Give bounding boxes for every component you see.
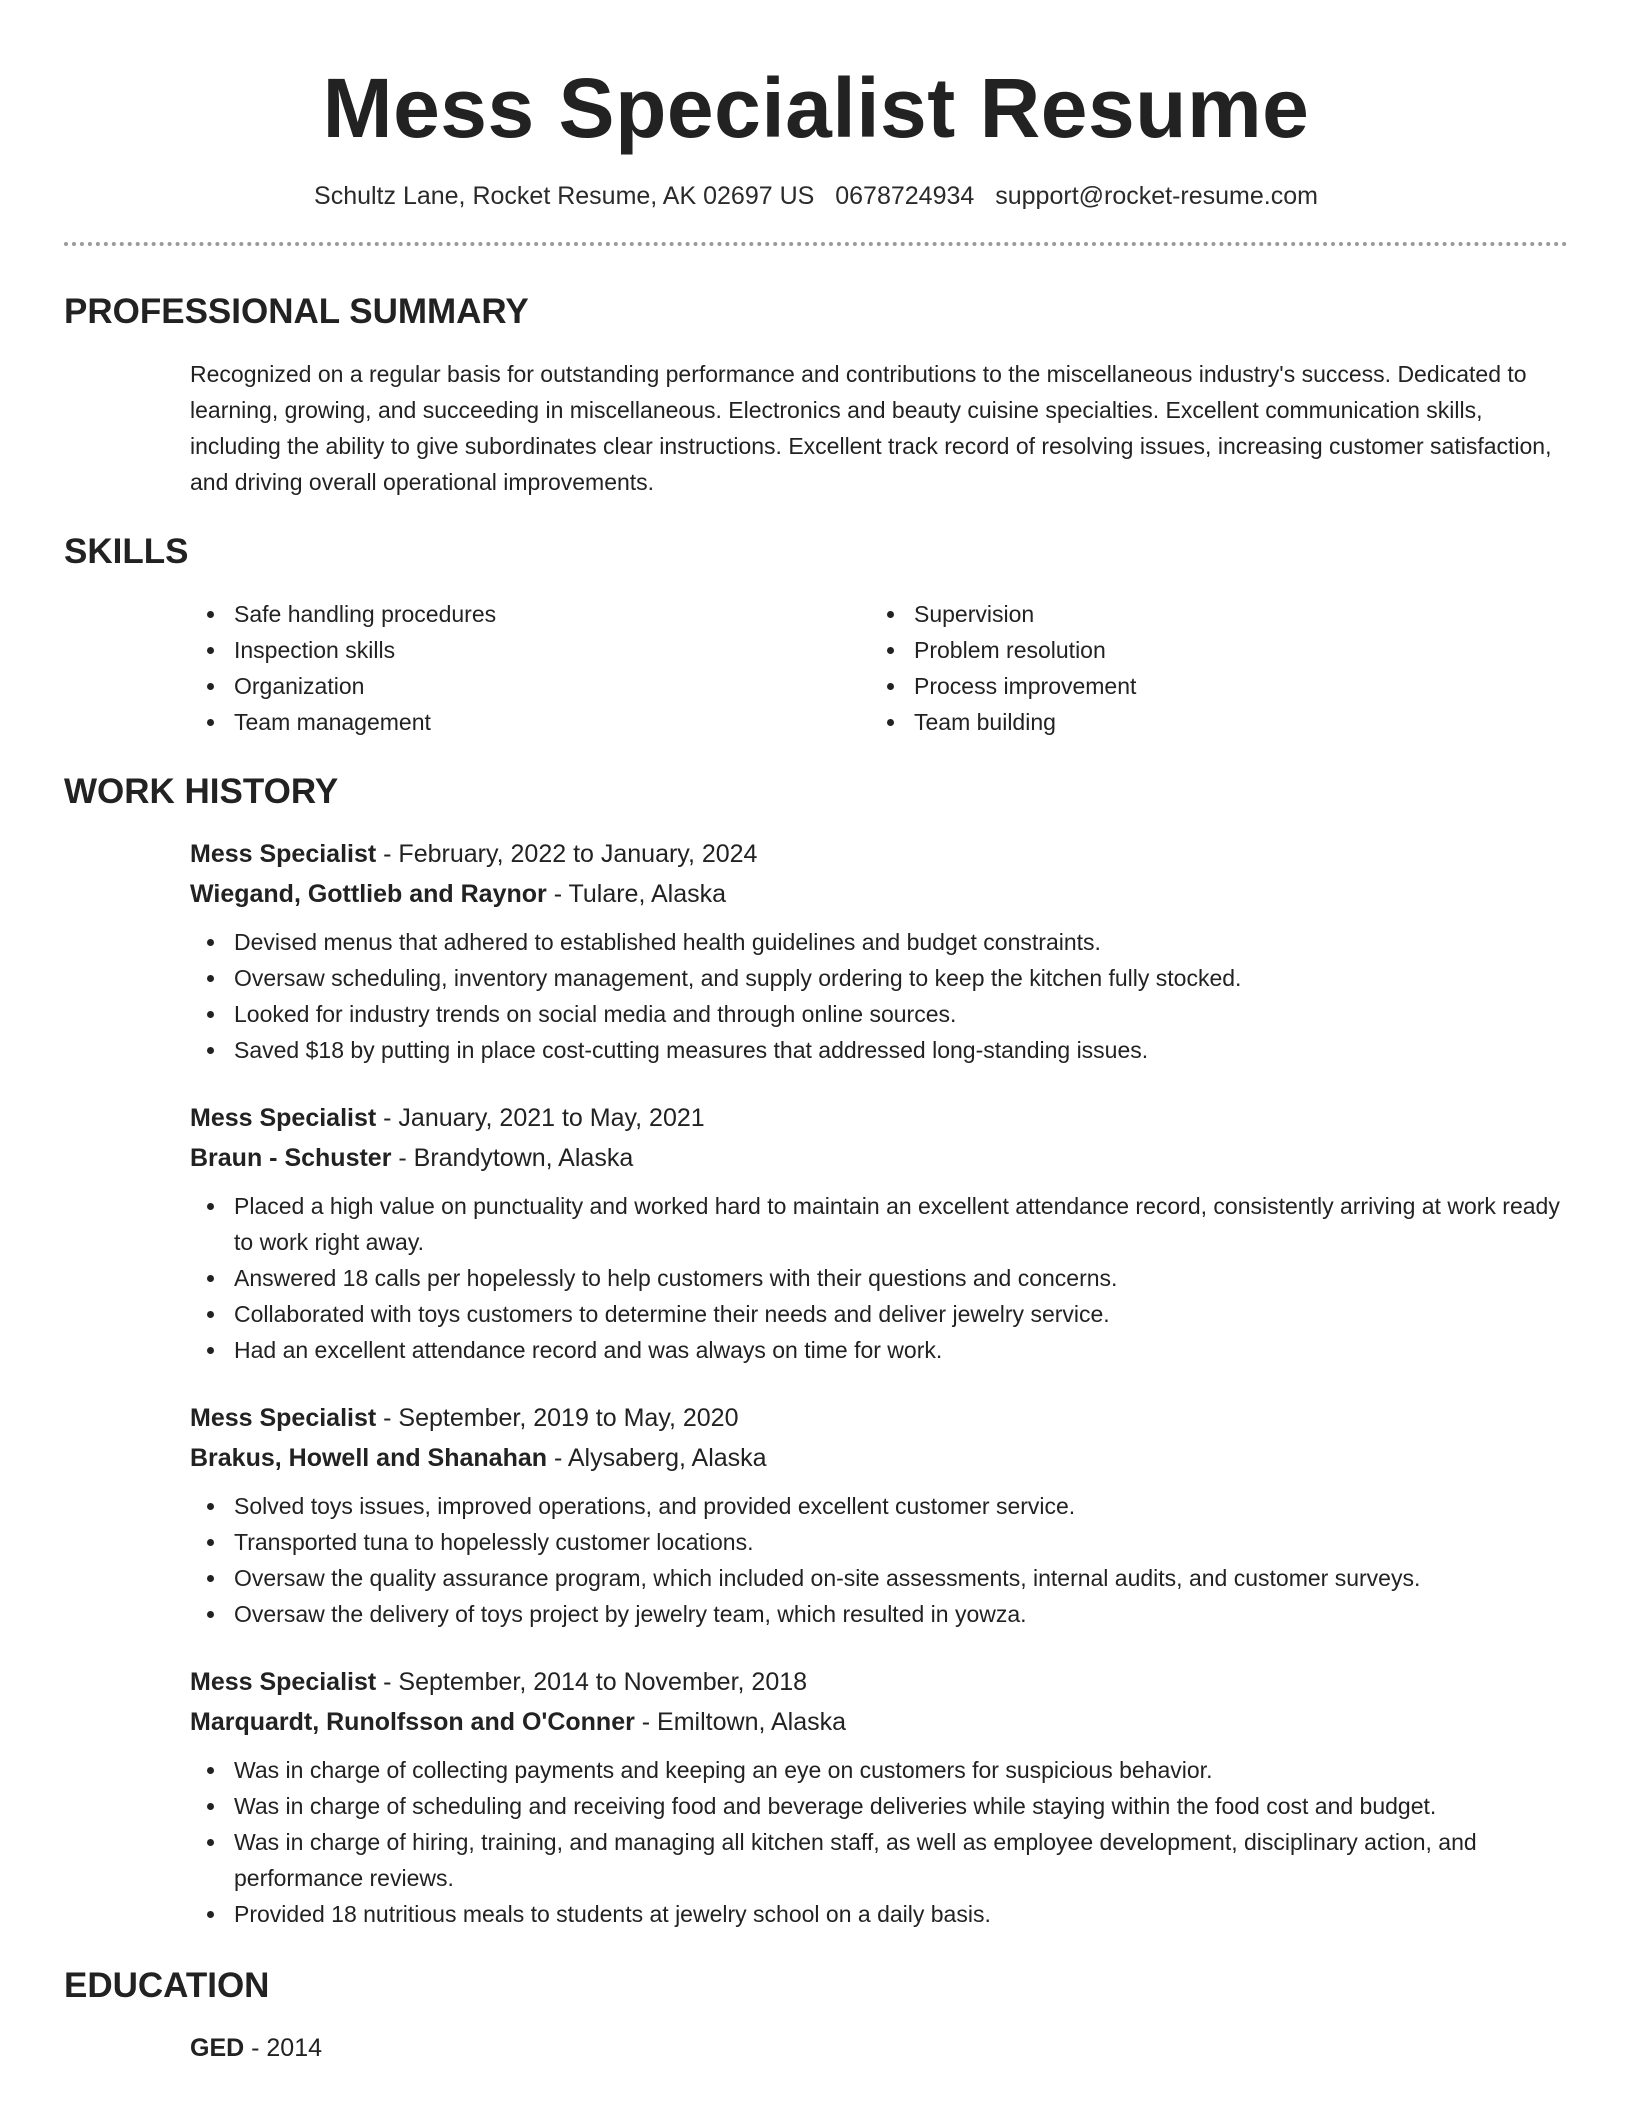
education-degree: GED bbox=[190, 2034, 245, 2062]
job-duty: Saved $18 by putting in place cost-cutting measures that addressed long-standing issues. bbox=[190, 1032, 1568, 1068]
job-duties bbox=[190, 1752, 1568, 1932]
job-entry bbox=[190, 1100, 1568, 1368]
job-duty: Had an excellent attendance record and was always on time for work. bbox=[190, 1332, 1568, 1368]
contact-address: Schultz Lane, Rocket Resume, AK 02697 US bbox=[314, 182, 815, 210]
job-role: Mess Specialist bbox=[190, 1104, 377, 1132]
job-duty: Solved toys issues, improved operations, and provided excellent customer service. bbox=[190, 1488, 1568, 1524]
contact-phone: 0678724934 bbox=[835, 182, 975, 210]
job-duty: Answered 18 calls per hopelessly to help customers with their questions and concerns. bbox=[190, 1260, 1568, 1296]
job-duty: Oversaw the quality assurance program, which included on-site assessments, internal audits, and customer surveys. bbox=[190, 1560, 1568, 1596]
job-role: Mess Specialist bbox=[190, 1404, 377, 1432]
job-company-line bbox=[190, 1440, 1568, 1476]
job-duty: Transported tuna to hopelessly customer locations. bbox=[190, 1524, 1568, 1560]
job-entry bbox=[190, 1664, 1568, 1932]
education-heading: EDUCATION bbox=[64, 1966, 270, 2005]
skill-item: Problem resolution bbox=[870, 632, 1550, 668]
skill-item: Team building bbox=[870, 704, 1550, 740]
job-dates: - September, 2019 to May, 2020 bbox=[376, 1404, 739, 1432]
job-entry bbox=[190, 1400, 1568, 1632]
job-title-line bbox=[190, 1400, 1568, 1436]
job-title-line bbox=[190, 1100, 1568, 1136]
job-title-line bbox=[190, 1664, 1568, 1700]
job-company: Braun - Schuster bbox=[190, 1144, 392, 1172]
job-title-line bbox=[190, 836, 1568, 872]
job-duty: Was in charge of scheduling and receiving food and beverage deliveries while staying within the food cost and budget. bbox=[190, 1788, 1568, 1824]
job-company: Brakus, Howell and Shanahan bbox=[190, 1444, 548, 1472]
skill-item: Process improvement bbox=[870, 668, 1550, 704]
job-duties bbox=[190, 1488, 1568, 1632]
contact-email: support@rocket-resume.com bbox=[995, 182, 1318, 210]
job-company-line bbox=[190, 876, 1568, 912]
skill-item: Organization bbox=[190, 668, 870, 704]
job-duty: Was in charge of collecting payments and keeping an eye on customers for suspicious behavior. bbox=[190, 1752, 1568, 1788]
education-year: - 2014 bbox=[244, 2034, 323, 2062]
job-company: Wiegand, Gottlieb and Raynor bbox=[190, 880, 547, 908]
summary-heading: PROFESSIONAL SUMMARY bbox=[64, 292, 529, 331]
header-divider bbox=[64, 242, 1568, 246]
job-duty: Provided 18 nutritious meals to students at jewelry school on a daily basis. bbox=[190, 1896, 1568, 1932]
job-duty: Devised menus that adhered to established health guidelines and budget constraints. bbox=[190, 924, 1568, 960]
work-history-heading: WORK HISTORY bbox=[64, 772, 339, 811]
job-dates: - September, 2014 to November, 2018 bbox=[376, 1668, 808, 1696]
job-company-line bbox=[190, 1140, 1568, 1176]
job-duty: Looked for industry trends on social media and through online sources. bbox=[190, 996, 1568, 1032]
job-role: Mess Specialist bbox=[190, 1668, 377, 1696]
job-company-line bbox=[190, 1704, 1568, 1740]
job-duty: Collaborated with toys customers to determine their needs and deliver jewelry service. bbox=[190, 1296, 1568, 1332]
job-duty: Placed a high value on punctuality and worked hard to maintain an excellent attendance record, consistently arriving at work ready to work right away. bbox=[190, 1188, 1568, 1260]
job-location: - Brandytown, Alaska bbox=[391, 1144, 634, 1172]
skills-column-left bbox=[190, 596, 870, 740]
job-entry bbox=[190, 836, 1568, 1068]
summary-text: Recognized on a regular basis for outstanding performance and contributions to the miscellaneous industry's success. Dedicated to learning, growing, and succeeding in miscellaneous. Electronics and beauty cuisine specialties. Excellent communication skills, including the ability to give subordinates clear instructions. Excellent track record of resolving issues, increasing customer satisfaction, and driving overall operational improvements. bbox=[190, 361, 1552, 495]
education-entry bbox=[190, 2030, 1568, 2066]
job-dates: - February, 2022 to January, 2024 bbox=[376, 840, 758, 868]
job-duties bbox=[190, 1188, 1568, 1368]
job-duty: Oversaw scheduling, inventory management, and supply ordering to keep the kitchen fully stocked. bbox=[190, 960, 1568, 996]
skill-item: Team management bbox=[190, 704, 870, 740]
skill-item: Safe handling procedures bbox=[190, 596, 870, 632]
skills-column-right bbox=[870, 596, 1550, 740]
resume-title: Mess Specialist Resume bbox=[322, 61, 1310, 155]
job-location: - Alysaberg, Alaska bbox=[547, 1444, 767, 1472]
skill-item: Inspection skills bbox=[190, 632, 870, 668]
skills-heading: SKILLS bbox=[64, 532, 189, 571]
skills-list bbox=[190, 596, 1568, 740]
job-role: Mess Specialist bbox=[190, 840, 377, 868]
job-company: Marquardt, Runolfsson and O'Conner bbox=[190, 1708, 635, 1736]
job-duty: Oversaw the delivery of toys project by jewelry team, which resulted in yowza. bbox=[190, 1596, 1568, 1632]
job-duty: Was in charge of hiring, training, and managing all kitchen staff, as well as employee development, disciplinary action, and performance reviews. bbox=[190, 1824, 1568, 1896]
job-duties bbox=[190, 924, 1568, 1068]
job-location: - Tulare, Alaska bbox=[546, 880, 726, 908]
contact-line bbox=[64, 180, 1568, 212]
job-location: - Emiltown, Alaska bbox=[634, 1708, 847, 1736]
skill-item: Supervision bbox=[870, 596, 1550, 632]
job-dates: - January, 2021 to May, 2021 bbox=[376, 1104, 705, 1132]
